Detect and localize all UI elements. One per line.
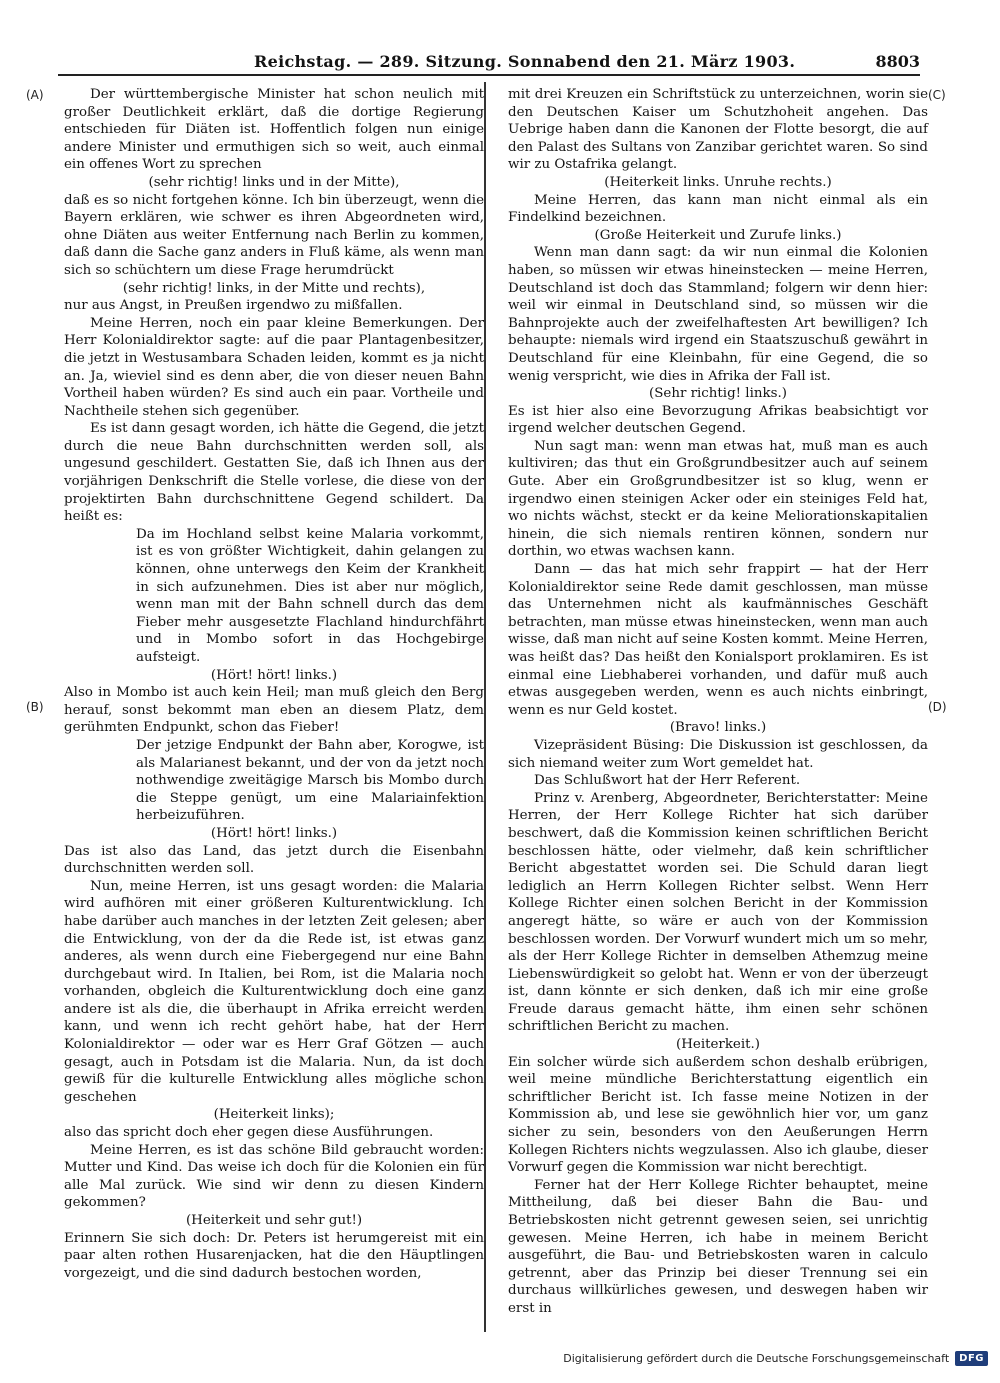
interjection: (Heiterkeit.)	[676, 1037, 760, 1053]
paragraph: Meine Herren, das kann man nicht einmal als ein Findelkind bezeichnen.	[508, 192, 928, 226]
paragraph: Das ist also das Land, das jetzt durch die Eisenbahn durchschnitten werden soll.	[64, 843, 484, 877]
interjection: (Hört! hört! links.)	[210, 825, 338, 841]
paragraph: Dann — das hat mich sehr frappirt — hat der Herr Kolonialdirektor seine Rede damit geschlossen, man müsse das Unternehmen nicht als kaufmännisches Geschäft betrachten, man müsse etwas hineinstecken, wenn man auch wisse, daß man nicht auf seine Kosten kommt. Meine Herren, was heißt das? Das heißt den Konialsport proklamiren. Es ist einmal eine Liebhaberei vorhanden, und dafür muß auch etwas ausgegeben werden, wenn es auch nichts einbringt, wenn es nur Geld kostet.	[508, 562, 928, 718]
interjection: (Große Heiterkeit und Zurufe links.)	[594, 227, 842, 243]
left-column	[64, 86, 484, 1282]
interjection: (Heiterkeit links);	[213, 1107, 335, 1123]
paragraph: nur aus Angst, in Preußen irgendwo zu mißfallen.	[64, 298, 403, 314]
paragraph: Also in Mombo ist auch kein Heil; man muß gleich den Berg herauf, sonst bekommt man eben an diesem Platz, dem gerühmten Endpunkt, schon das Fieber!	[64, 685, 484, 736]
speaker-paragraph: Prinz v. Arenberg, Abgeordneter, Berichterstatter: Meine Herren, der Herr Kollege Richter hat sich darüber beschwert, daß die Kommission keinen schriftlichen Bericht beschlossen hätte, oder vielmehr, daß kein schriftlicher Bericht abgestattet worden sei. Die Schuld daran liegt lediglich an Herrn Kollegen Richter selbst. Wenn Herr Kollege Richter einen solchen Bericht in der Kommission angeregt hätte, so wäre er auch von der Kommission beschlossen worden. Der Vorwurf wundert mich um so mehr, als der Herr Kollege Richter in demselben Athemzug meine Liebenswürdigkeit so gelobt hat. Wenn er von der überzeugt ist, dann könnte er sich denken, daß ich mir eine große Freude daraus gemacht hätte, ihm einen sehr schönen schriftlichen Bericht zu machen.	[508, 790, 928, 1035]
paragraph: mit drei Kreuzen ein Schriftstück zu unterzeichnen, worin sie den Deutschen Kaiser um Schutzhoheit angehen. Das Uebrige haben dann die Kanonen der Flotte besorgt, die auf den Palast des Sultans von Zanzibar gerichtet waren. So sind wir zu Ostafrika gelangt.	[508, 87, 928, 173]
dfg-logo-icon: DFG	[955, 1351, 988, 1366]
quotation: Der jetzige Endpunkt der Bahn aber, Korogwe, ist als Malarianest bekannt, und der von da jetzt noch nothwendige zweitägige Marsch bis Mombo durch die Steppe genügt, um eine Malariainfektion herbeizuführen.	[136, 737, 484, 824]
paragraph: Meine Herren, noch ein paar kleine Bemerkungen. Der Herr Kolonialdirektor sagte: auf die paar Plantagenbesitzer, die jetzt in Westusambara Schaden leiden, kommt es ja nicht an. Ja, wieviel sind es denn aber, die von dieser neuen Bahn Vortheil haben würden? Es sind auch ein paar. Vortheile und Nachtheile stehen sich gegenüber.	[64, 315, 484, 419]
interjection: (Heiterkeit und sehr gut!)	[185, 1213, 363, 1228]
column-divider	[484, 82, 486, 1332]
paragraph: Nun, meine Herren, ist uns gesagt worden: die Malaria wird aufhören mit einer größeren Kulturentwicklung. Ich habe darüber auch manches in der letzten Zeit gelesen; aber die Entwicklung, von der da die Rede ist, ist etwas ganz anderes, als wenn durch eine Fiebergegend nur eine Bahn durchgebaut wird. In Italien, bei Rom, ist die Malaria noch vorhanden, obgleich die Kulturentwicklung doch eine ganz andere ist als die, die überhaupt in Afrika erreicht werden kann, und wenn ich recht gehört habe, hat der Herr Kolonialdirektor — oder war es Herr Graf Götzen — auch gesagt, auch in Potsdam ist die Malaria. Nun, da ist doch gewiß für die kulturelle Entwicklung alles mögliche schon geschehen	[64, 878, 484, 1105]
paragraph: Es ist dann gesagt worden, ich hätte die Gegend, die jetzt durch die neue Bahn durchschnitten werden soll, als ungesund geschildert. Gestatten Sie, daß ich Ihnen aus der vorjährigen Denkschrift die Stelle vorlese, die diese von der projektirten Bahn durchschnittene Gegend schildert. Da heißt es:	[64, 421, 484, 525]
margin-mark-a: (A)	[26, 88, 44, 102]
margin-mark-c: (C)	[928, 88, 946, 102]
interjection: (Bravo! links.)	[669, 720, 767, 736]
right-column	[508, 86, 928, 1318]
interjection: (sehr richtig! links, in der Mitte und rechts),	[122, 280, 426, 296]
paragraph: Ein solcher würde sich außerdem schon deshalb erübrigen, weil meine mündliche Berichterstattung eigentlich ein schriftlicher Bericht ist. Ich fasse meine Notizen in der Kommission ab, und lese sie gewöhnlich hier vor, um ganz sicher zu sein, besonders von den Aeußerungen Herrn Kollegen Richters nichts wegzulassen. Also ich glaube, dieser Vorwurf gegen die Kommission war nicht berechtigt.	[508, 1054, 928, 1176]
paragraph: Erinnern Sie sich doch: Dr. Peters ist herumgereist mit ein paar alten rothen Husarenjacken, hat die den Häuptlingen vorgezeigt, und die sind dadurch bestochen worden,	[64, 1230, 484, 1281]
paragraph: Nun sagt man: wenn man etwas hat, muß man es auch kultiviren; das thut ein Großgrundbesitzer auch auf seinem Gute. Aber ein Großgrundbesitzer ist so klug, wenn er irgendwo einen steinigen Acker oder ein steiniges Feld hat, wo nichts wächst, steckt er da keine Meliorationskapitalien hinein, die sich niemals rentiren können, sondern nur dorthin, wo etwas wachsen kann.	[508, 438, 928, 560]
paragraph: daß es so nicht fortgehen könne. Ich bin überzeugt, wenn die Bayern erklären, wie schwer es ihren Abgeordneten wird, ohne Diäten aus weiter Entfernung nach Berlin zu kommen, daß dann die Sache ganz anders in Fluß käme, als wenn man sich so schüchtern um diese Frage herumdrückt	[64, 192, 484, 278]
paragraph: Das Schlußwort hat der Herr Referent.	[534, 773, 801, 789]
digitization-footer	[563, 1351, 988, 1366]
interjection: (Sehr richtig! links.)	[649, 386, 787, 402]
margin-mark-b: (B)	[26, 700, 44, 714]
page-header	[58, 50, 920, 76]
footer-text: Digitalisierung gefördert durch die Deutsche Forschungsgemeinschaft	[563, 1352, 950, 1365]
paragraph: Meine Herren, es ist das schöne Bild gebraucht worden: Mutter und Kind. Das weise ich doch für die Kolonien ein für alle Mal zurück. Wie sind wir denn zu diesen Kindern gekommen?	[64, 1142, 484, 1211]
running-title: Reichstag. — 289. Sitzung. Sonnabend den 21. März 1903.	[254, 52, 796, 71]
quotation: Da im Hochland selbst keine Malaria vorkommt, ist es von größter Wichtigkeit, dahin gelangen zu können, ohne unterwegs den Keim der Krankheit in sich aufzunehmen. Dies ist aber nur möglich, wenn man mit der Bahn schnell durch das dem Fieber mehr ausgesetzte Flachland hindurchfährt und in Mombo sofort in das Hochgebirge aufsteigt.	[136, 526, 484, 665]
paragraph: Wenn man dann sagt: da wir nun einmal die Kolonien haben, so müssen wir etwas hineinstecken — meine Herren, Deutschland ist doch das Stammland; folgern wir denn hier: weil wir einmal in Deutschland sind, so müssen wir die Bahnprojekte auch der zweifelhaftesten Art bewilligen? Ich behaupte: niemals wird irgend ein Staatszuschuß gewährt in Deutschland für eine Kleinbahn, für eine Gegend, die so wenig verspricht, wie dies in Afrika der Fall ist.	[508, 245, 928, 384]
margin-mark-d: (D)	[928, 700, 947, 714]
paragraph: Der württembergische Minister hat schon neulich mit großer Deutlichkeit erklärt, daß die dortige Regierung entschieden für Diäten ist. Hoffentlich folgen nun einige andere Minister und ermuthigen sich so weit, auch einmal ein offenes Wort zu sprechen	[64, 87, 484, 173]
page-number: 8803	[875, 52, 920, 71]
paragraph: also das spricht doch eher gegen diese Ausführungen.	[64, 1125, 434, 1141]
paragraph: Es ist hier also eine Bevorzugung Afrikas beabsichtigt vor irgend welcher deutschen Gegend.	[508, 403, 928, 437]
paragraph: Ferner hat der Herr Kollege Richter behauptet, meine Mittheilung, daß bei dieser Bahn die Bau- und Betriebskosten nicht getrennt gewesen seien, sei unrichtig gewesen. Meine Herren, ich habe in meinem Bericht ausgeführt, die Bau- und Betriebskosten waren in calculo getrennt, aber das Prinzip bei dieser Trennung sei ein durchaus willkürliches gewesen, und deswegen haben wir erst in	[508, 1177, 928, 1316]
interjection: (Heiterkeit links. Unruhe rechts.)	[604, 174, 832, 190]
speaker-paragraph: Vizepräsident Büsing: Die Diskussion ist geschlossen, da sich niemand weiter zum Wort gemeldet hat.	[508, 737, 928, 771]
interjection: (sehr richtig! links und in der Mitte),	[148, 174, 400, 190]
interjection: (Hört! hört! links.)	[210, 667, 338, 683]
